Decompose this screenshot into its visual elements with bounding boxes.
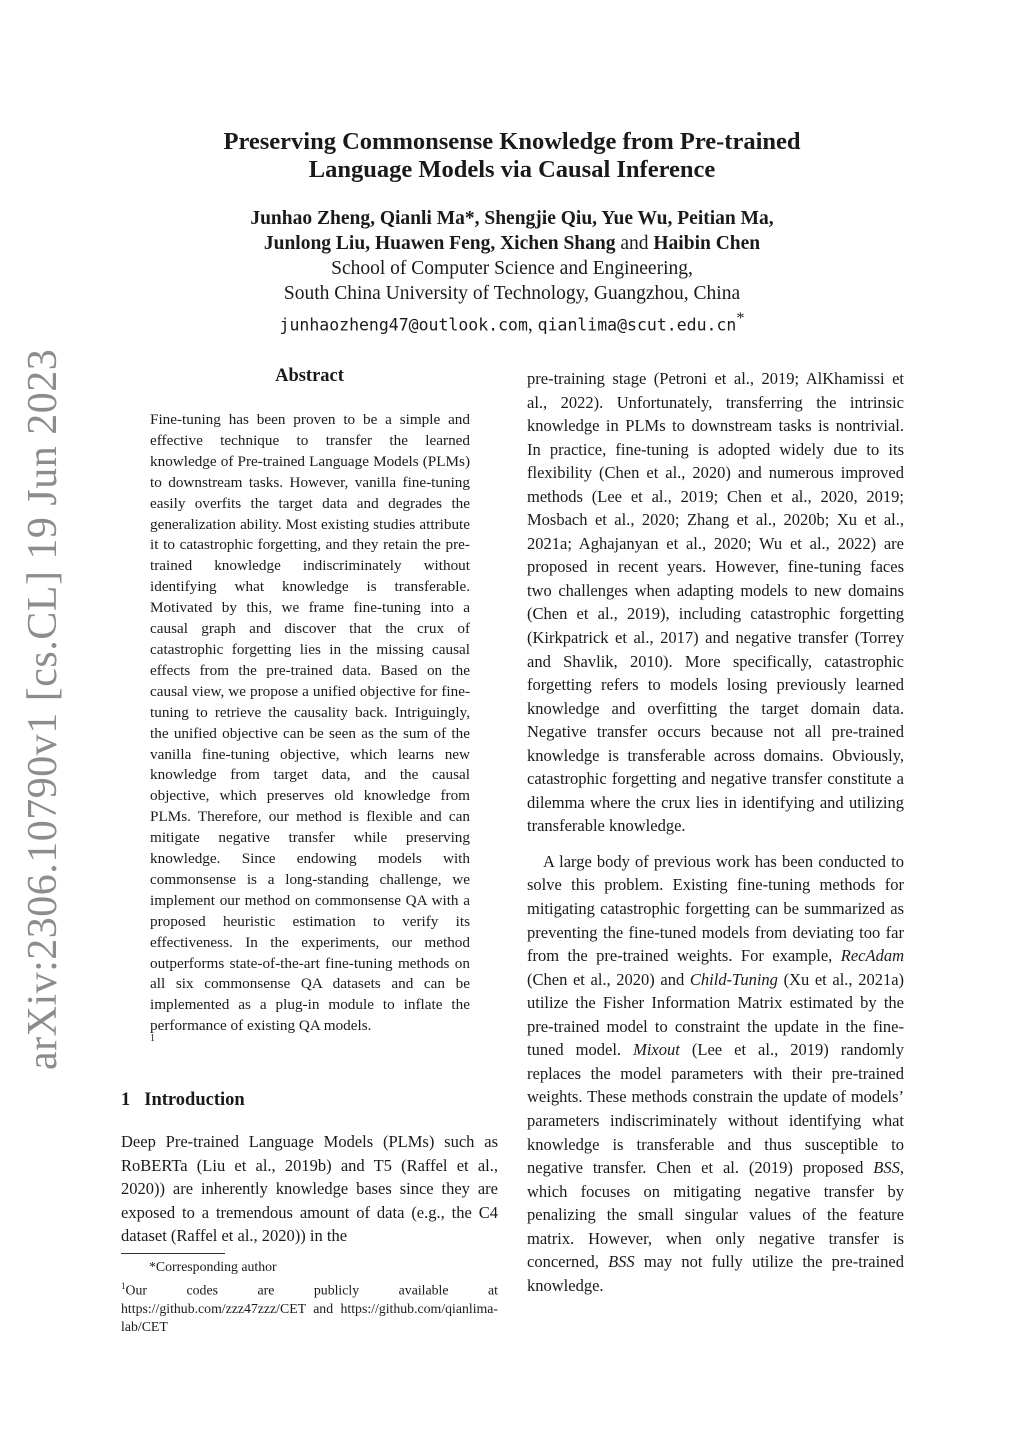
authors-line-1: Junhao Zheng, Qianli Ma*, Shengjie Qiu, Yue Wu, Peitian Ma, (250, 208, 774, 229)
paper-title (0, 128, 1024, 184)
abstract-footnote-mark[interactable]: 1 (150, 1033, 155, 1045)
p2-text-f: may not fully utilize the pre-trained knowledge. (527, 1252, 905, 1295)
affiliation-line-1: School of Computer Science and Engineering, (331, 258, 693, 279)
p2-text-b: (Chen et al., 2020) and (527, 969, 685, 989)
p2-text-c: (Xu et al., 2021a) utilize the Fisher Information Matrix estimated by the pre-trained model to constraint the update in the fine-tuned model. (527, 969, 905, 1060)
footnote-divider (121, 1253, 225, 1254)
p2-text-d: (Lee et al., 2019) randomly replaces the model parameters with their pre-trained weights. These methods constrain the update of models’ parameters indiscriminately without identifying what knowledge is transferable and thus susceptible to negative transfer. Chen et al. (2019) proposed (527, 1040, 904, 1178)
authors-line-2b: Haibin Chen (653, 233, 761, 254)
abstract-body (150, 410, 470, 1045)
right-paragraph-2 (527, 850, 904, 1297)
affiliation-line-2: South China University of Technology, Guangzhou, China (283, 283, 741, 304)
footnotes (121, 1258, 498, 1337)
method-child-tuning: Child-Tuning (689, 969, 778, 989)
title-line-1: Preserving Commonsense Knowledge from Pre-trained (223, 128, 801, 155)
footnote-code (121, 1277, 498, 1337)
p2-text-a: A large body of previous work has been conducted to solve this problem. Existing fine-tuning methods for mitigating catastrophic forgetting can be summarized as preventing the fine-tuned models from deviating too far from the pre-trained weights. For example, (527, 851, 904, 966)
section-heading-introduction (121, 1090, 245, 1111)
email-mark: * (736, 309, 745, 327)
footnote-code-text[interactable]: Our codes are publicly available at https://github.com/zzz47zzz/CET and https://github.com/qianlima-lab/CET (121, 1282, 498, 1335)
arxiv-identifier: arXiv:2306.10790v1 [cs.CL] 19 Jun 2023 (20, 348, 66, 1070)
email-1[interactable]: junhaozheng47@outlook.com (279, 315, 528, 335)
author-block (0, 206, 1024, 338)
email-2[interactable]: qianlima@scut.edu.cn (537, 315, 737, 335)
footnote-corresponding: *Corresponding author (149, 1259, 277, 1274)
email-line: junhaozheng47@outlook.com, qianlima@scut.edu.cn* (279, 309, 745, 336)
abstract-text: Fine-tuning has been proven to be a simple and effective technique to transfer the learned knowledge of Pre-trained Language Models (PLMs) to downstream tasks. However, vanilla fine-tuning easily overfits the target data and degrades the generalization ability. Most existing studies attribute it to catastrophic forgetting, and they retain the pre-trained knowledge indiscriminately without identifying what knowledge is transferable. Motivated by this, we frame fine-tuning into a causal graph and discover that the crux of catastrophic forgetting lies in the missing causal effects from the pre-trained data. Based on the causal view, we propose a unified objective for fine-tuning to retrieve the causality back. Intriguingly, the unified objective can be seen as the sum of the vanilla fine-tuning objective, which learns new knowledge from target data, and the causal objective, which preserves old knowledge from PLMs. Therefore, our method is flexible and can mitigate negative transfer while preserving knowledge. Since endowing models with commonsense is a long-standing challenge, we implement our method on commonsense QA with a proposed heuristic estimation to verify its effectiveness. In the experiments, our method outperforms state-of-the-art fine-tuning methods on all six commonsense QA datasets and can be implemented as a plug-in module to inflate the performance of existing QA models. (150, 411, 470, 1035)
method-bss-2: BSS (608, 1252, 635, 1272)
section-title: Introduction (144, 1090, 245, 1110)
right-paragraph-1: pre-training stage (Petroni et al., 2019; AlKhamissi et al., 2022). Unfortunately, transferring the intrinsic knowledge in PLMs to downstream tasks is nontrivial. In practice, fine-tuning is adopted widely due to its flexibility (Chen et al., 2020) and numerous improved methods (Lee et al., 2019; Chen et al., 2020, 2019; Mosbach et al., 2020; Zhang et al., 2020b; Xu et al., 2021a; Aghajanyan et al., 2020; Wu et al., 2022) are proposed in recent years. However, fine-tuning faces two challenges when adapting models to new domains (Chen et al., 2019), including catastrophic forgetting (Kirkpatrick et al., 2017) and negative transfer (Torrey and Shavlik, 2010). More specifically, catastrophic forgetting refers to models losing previously learned knowledge and overfitting the target domain data. Negative transfer occurs because not all pre-trained knowledge is transferable across domains. Obviously, catastrophic forgetting and negative transfer constitute a dilemma where the crux lies in identifying and utilizing transferable knowledge. (527, 369, 904, 836)
right-column (527, 367, 904, 1297)
intro-paragraph: Deep Pre-trained Language Models (PLMs) such as RoBERTa (Liu et al., 2019b) and T5 (Raffel et al., 2020)) are inherently knowledge bases since they are exposed to a tremendous amount of data (e.g., the C4 dataset (Raffel et al., 2020)) in the (121, 1132, 498, 1246)
title-line-2: Language Models via Causal Inference (308, 156, 716, 183)
method-bss-1: BSS (873, 1158, 900, 1178)
p2-text-e: , which focuses on mitigating negative transfer by penalizing the small singular values of the feature matrix. However, when only negative transfer is concerned, (527, 1158, 904, 1272)
method-recadam: RecAdam (840, 946, 905, 966)
method-mixout: Mixout (633, 1040, 680, 1060)
authors-and: and (620, 233, 649, 254)
authors-line-2 (0, 231, 1024, 256)
footnote-code-mark: 1 (121, 1280, 126, 1291)
authors-line-2a: Junlong Liu, Huawen Feng, Xichen Shang (263, 233, 616, 254)
abstract-heading: Abstract (275, 366, 344, 386)
section-number: 1 (121, 1090, 131, 1110)
